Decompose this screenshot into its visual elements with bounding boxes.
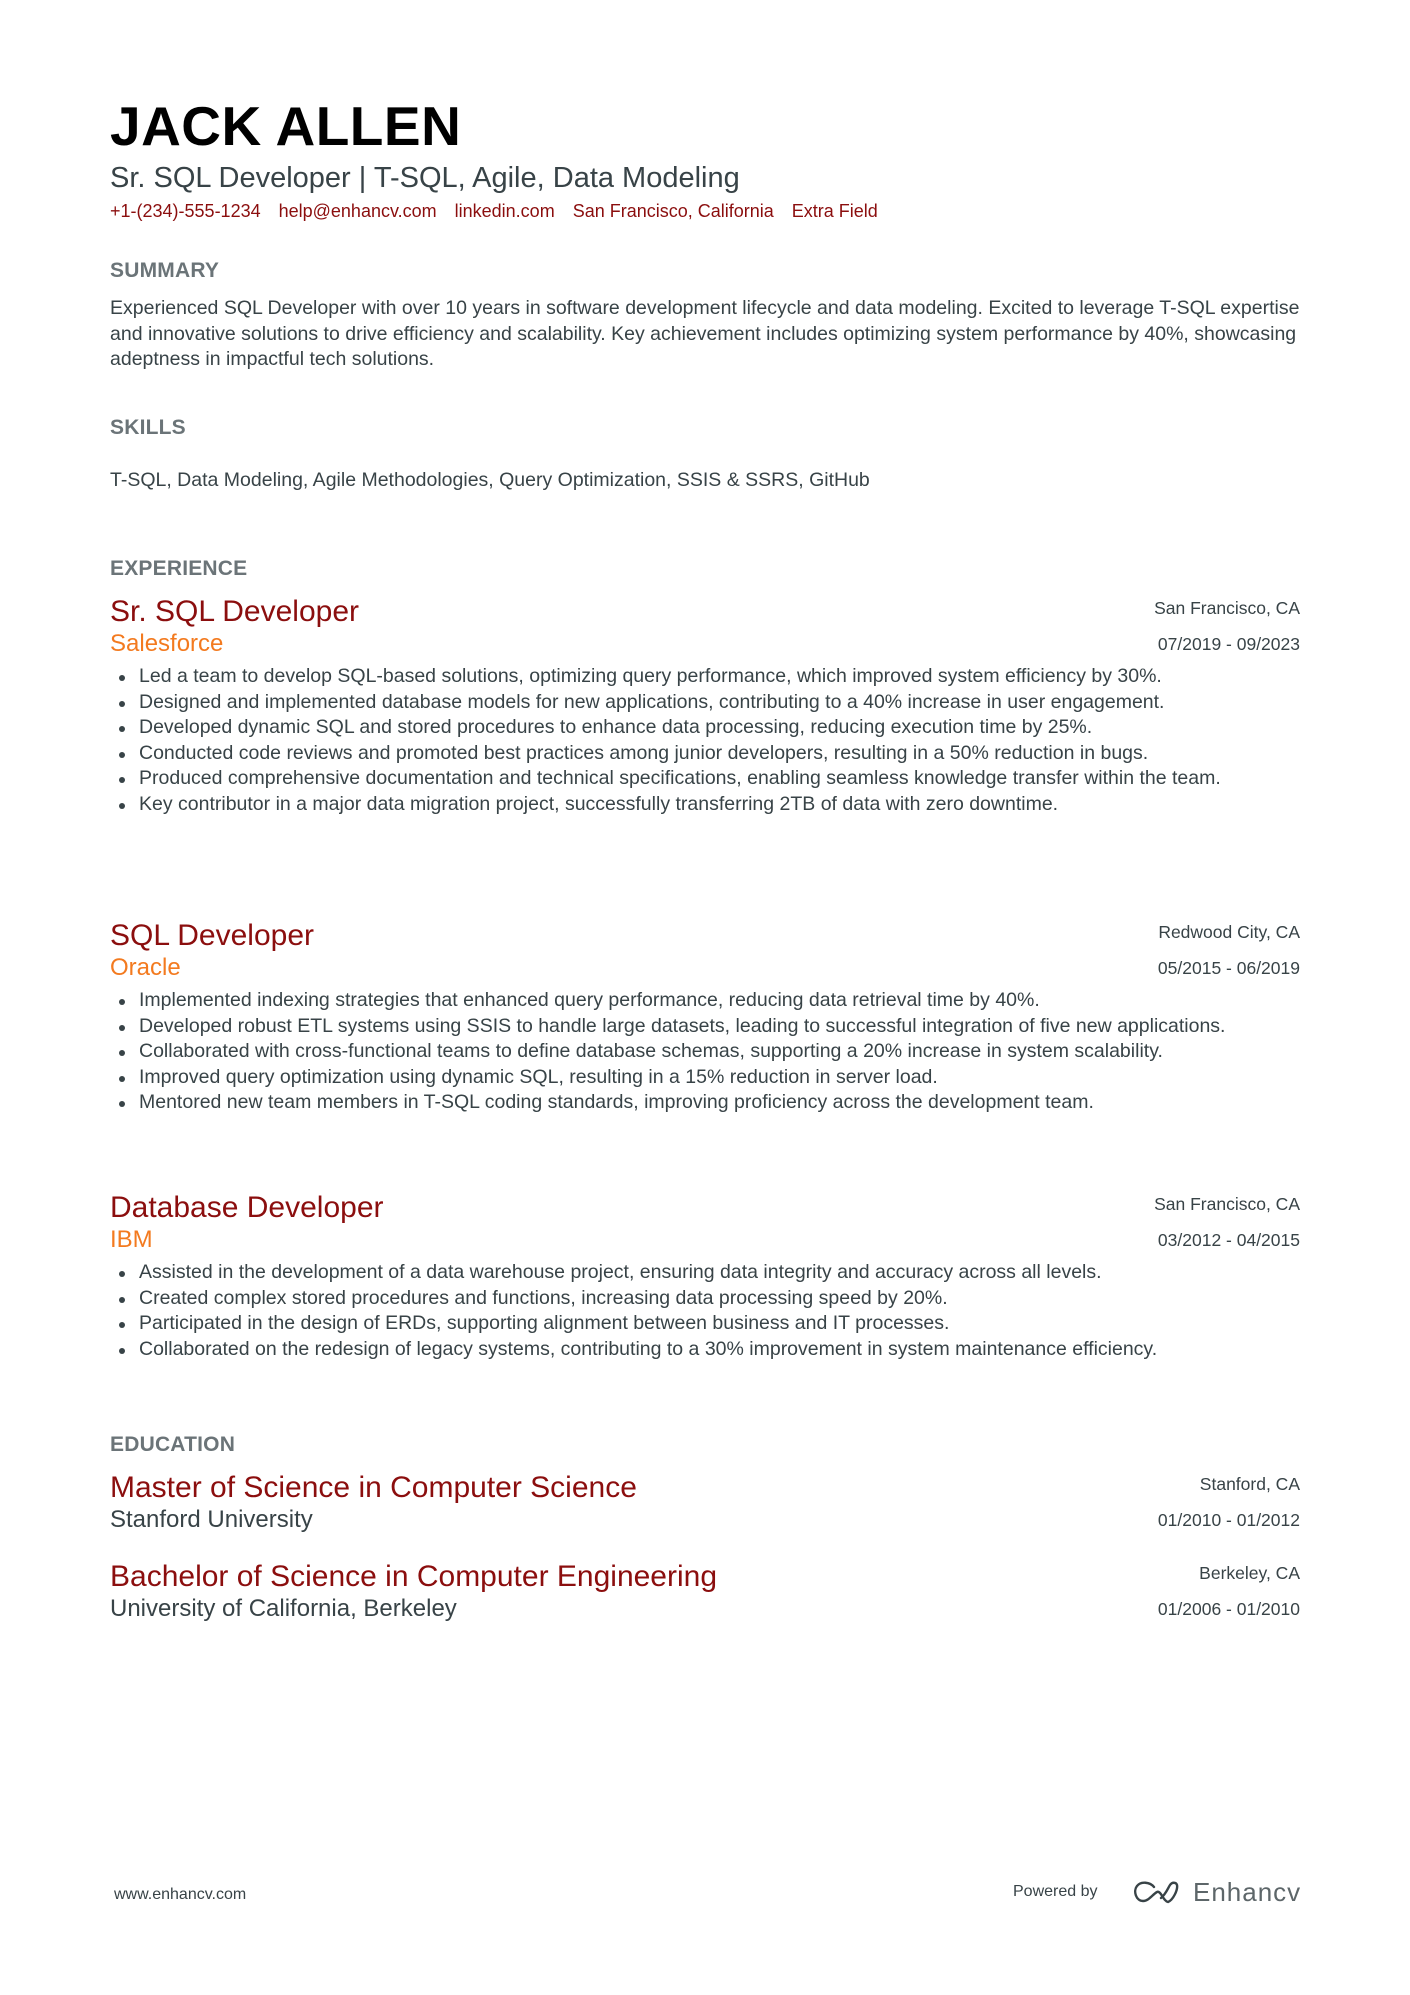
bullet-item: Produced comprehensive documentation and technical specifications, enabling seamless knowledge transfer within the team. <box>110 766 1300 792</box>
contact-location: San Francisco, California <box>572 201 774 221</box>
school-name: Stanford University <box>110 1506 313 1533</box>
experience-heading: EXPERIENCE <box>110 557 248 580</box>
candidate-headline: Sr. SQL Developer | T-SQL, Agile, Data Modeling <box>110 162 740 194</box>
job-title: Database Developer <box>110 1191 384 1224</box>
company-name: Salesforce <box>110 630 224 657</box>
bullet-item: Mentored new team members in T-SQL coding standards, improving proficiency across the development team. <box>110 1090 1300 1116</box>
contact-linkedin[interactable]: linkedin.com <box>454 201 555 221</box>
bullet-item: Implemented indexing strategies that enhanced query performance, reducing data retrieval time by 40%. <box>110 988 1300 1014</box>
summary-heading: SUMMARY <box>110 259 220 282</box>
company-name: IBM <box>110 1226 153 1253</box>
bullet-item: Assisted in the development of a data warehouse project, ensuring data integrity and accuracy across all levels. <box>110 1260 1300 1286</box>
job-title: Sr. SQL Developer <box>110 595 360 628</box>
job-title: SQL Developer <box>110 919 314 952</box>
contact-extra-field: Extra Field <box>791 201 878 221</box>
bullet-item: Collaborated with cross-functional teams to define database schemas, supporting a 20% increase in system scalability. <box>110 1039 1300 1065</box>
contact-info <box>110 200 878 222</box>
bullet-item: Improved query optimization using dynamic SQL, resulting in a 15% reduction in server load. <box>110 1065 1300 1091</box>
job-dates: 03/2012 - 04/2015 <box>1157 1230 1300 1250</box>
job-location: San Francisco, CA <box>1154 598 1300 618</box>
bullet-item: Key contributor in a major data migration project, successfully transferring 2TB of data with zero downtime. <box>110 792 1300 818</box>
school-dates: 01/2010 - 01/2012 <box>1157 1510 1300 1530</box>
job-bullets <box>110 664 1300 818</box>
bullet-item: Developed dynamic SQL and stored procedures to enhance data processing, reducing execution time by 25%. <box>110 715 1300 741</box>
job-location: San Francisco, CA <box>1154 1194 1300 1214</box>
education-heading: EDUCATION <box>110 1433 236 1456</box>
contact-email[interactable]: help@enhancv.com <box>278 201 437 221</box>
job-location: Redwood City, CA <box>1158 922 1300 942</box>
bullet-item: Led a team to develop SQL-based solutions, optimizing query performance, which improved system efficiency by 30%. <box>110 664 1300 690</box>
degree-title: Master of Science in Computer Science <box>110 1471 637 1504</box>
school-location: Berkeley, CA <box>1199 1563 1300 1583</box>
school-name: University of California, Berkeley <box>110 1595 457 1622</box>
company-name: Oracle <box>110 954 181 981</box>
enhancv-logo-icon <box>1133 1880 1181 1906</box>
job-dates: 07/2019 - 09/2023 <box>1157 634 1300 654</box>
job-bullets <box>110 988 1300 1116</box>
bullet-item: Created complex stored procedures and functions, increasing data processing speed by 20%. <box>110 1286 1300 1312</box>
job-bullets <box>110 1260 1300 1362</box>
powered-by-label: Powered by <box>1013 1883 1098 1900</box>
skills-heading: SKILLS <box>110 416 186 439</box>
candidate-name: JACK ALLEN <box>110 95 462 157</box>
summary-text: Experienced SQL Developer with over 10 years in software development lifecycle and data modeling. Excited to leverage T-SQL expertise and innovative solutions to drive efficiency and scalability. Key achievement includes optimizing system performance by 40%, showcasing adeptness in impactful tech solutions. <box>110 297 1300 371</box>
job-dates: 05/2015 - 06/2019 <box>1157 958 1300 978</box>
bullet-item: Participated in the design of ERDs, supporting alignment between business and IT processes. <box>110 1311 1300 1337</box>
degree-title: Bachelor of Science in Computer Engineering <box>110 1560 718 1593</box>
bullet-item: Conducted code reviews and promoted best practices among junior developers, resulting in a 50% reduction in bugs. <box>110 741 1300 767</box>
bullet-item: Developed robust ETL systems using SSIS to handle large datasets, leading to successful integration of five new applications. <box>110 1014 1300 1040</box>
enhancv-brand-name: Enhancv <box>1193 1877 1302 1907</box>
school-dates: 01/2006 - 01/2010 <box>1157 1599 1300 1619</box>
bullet-item: Designed and implemented database models for new applications, contributing to a 40% increase in user engagement. <box>110 690 1300 716</box>
bullet-item: Collaborated on the redesign of legacy systems, contributing to a 30% improvement in system maintenance efficiency. <box>110 1337 1300 1363</box>
footer-website-link[interactable]: www.enhancv.com <box>114 1886 247 1903</box>
contact-phone[interactable]: +1-(234)-555-1234 <box>110 201 261 221</box>
school-location: Stanford, CA <box>1199 1474 1300 1494</box>
skills-text: T-SQL, Data Modeling, Agile Methodologies, Query Optimization, SSIS & SSRS, GitHub <box>110 469 870 491</box>
